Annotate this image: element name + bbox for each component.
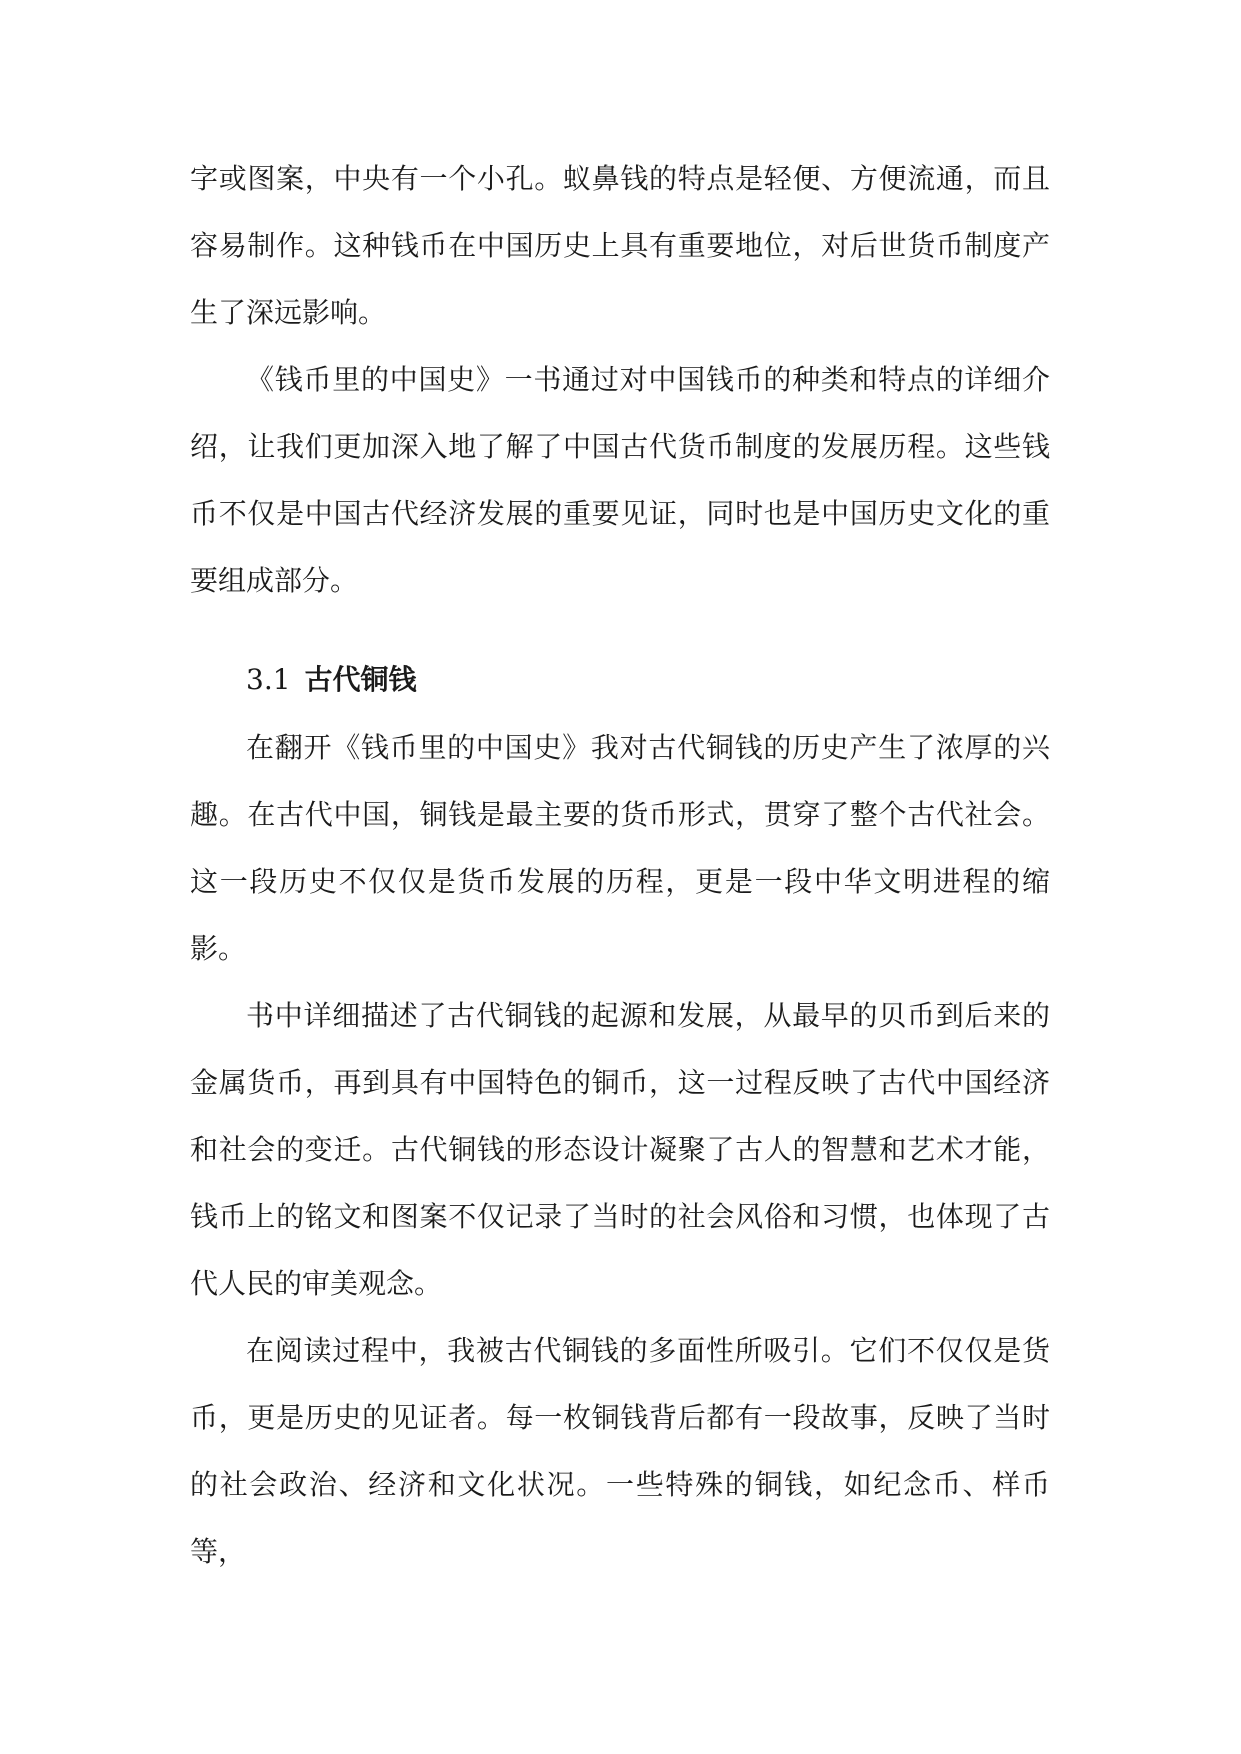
paragraph-copper-coin-interest: 在翻开《钱币里的中国史》我对古代铜钱的历史产生了浓厚的兴趣。在古代中国，铜钱是最主要的货币形式，贯穿了整个古代社会。这一段历史不仅仅是货币发展的历程，更是一段中华文明进程的缩影。 (190, 731, 1050, 965)
paragraph-continuation: 字或图案，中央有一个小孔。蚁鼻钱的特点是轻便、方便流通，而且容易制作。这种钱币在中国历史上具有重要地位，对后世货币制度产生了深远影响。 (190, 162, 1050, 329)
paragraph-copper-coin-reading: 在阅读过程中，我被古代铜钱的多面性所吸引。它们不仅仅是货币，更是历史的见证者。每一枚铜钱背后都有一段故事，反映了当时的社会政治、经济和文化状况。一些特殊的铜钱，如纪念币、样币等， (190, 1334, 1050, 1568)
section-heading (190, 646, 1050, 714)
document-body (190, 145, 1050, 1585)
paragraph-copper-coin-origins: 书中详细描述了古代铜钱的起源和发展，从最早的贝币到后来的金属货币，再到具有中国特色的铜币，这一过程反映了古代中国经济和社会的变迁。古代铜钱的形态设计凝聚了古人的智慧和艺术才能，钱币上的铭文和图案不仅记录了当时的社会风俗和习惯，也体现了古代人民的审美观念。 (190, 999, 1050, 1300)
paragraph-book-introduction: 《钱币里的中国史》一书通过对中国钱币的种类和特点的详细介绍，让我们更加深入地了解了中国古代货币制度的发展历程。这些钱币不仅是中国古代经济发展的重要见证，同时也是中国历史文化的重要组成部分。 (190, 363, 1050, 597)
section-title: 古代铜钱 (304, 663, 417, 696)
section-number: 3.1 (246, 663, 291, 696)
